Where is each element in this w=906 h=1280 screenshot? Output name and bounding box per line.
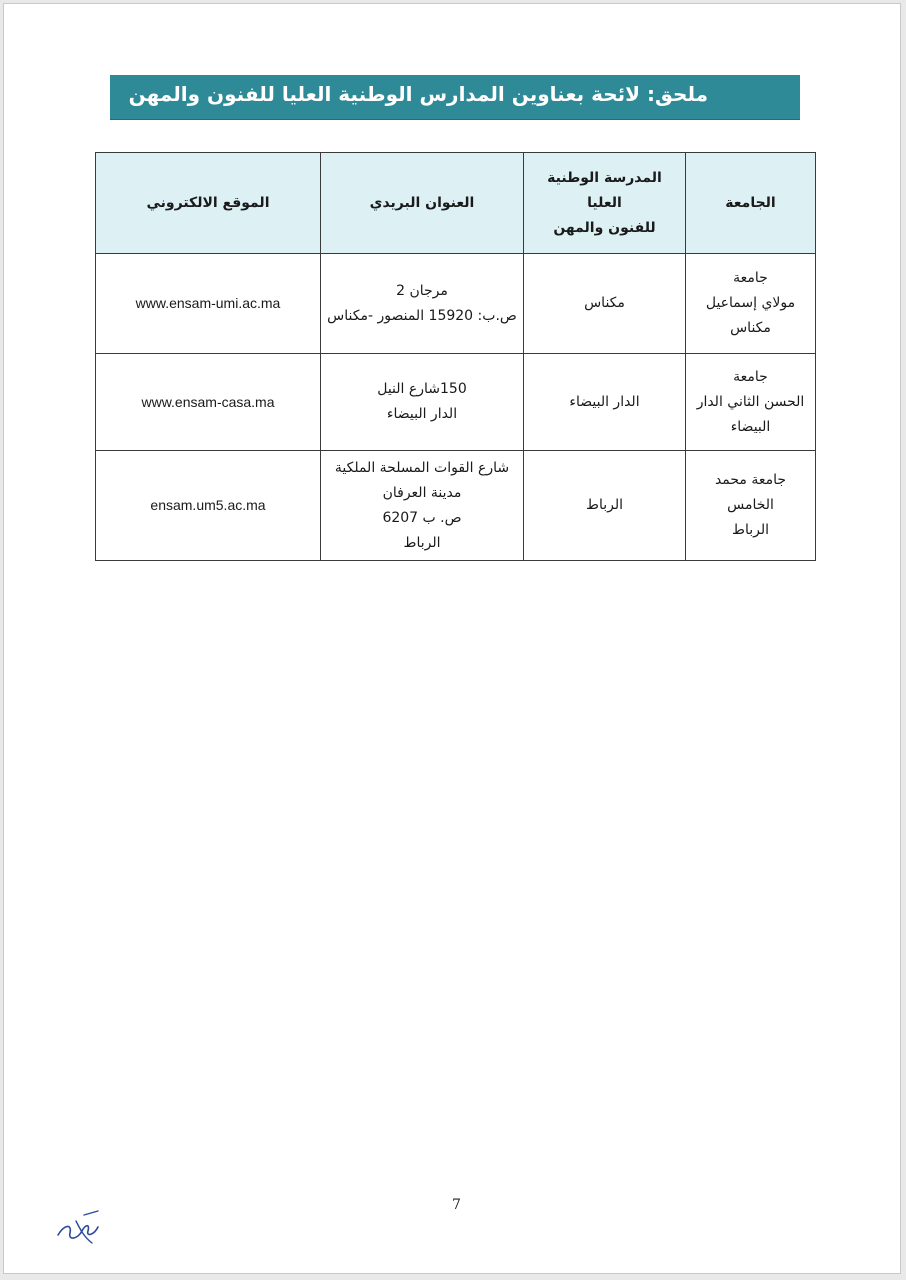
address-line: ص.ب: 15920 المنصور -مكناس bbox=[327, 307, 517, 324]
cell-school: الرباط bbox=[524, 451, 686, 561]
page-number: 7 bbox=[452, 1197, 461, 1213]
cell-university bbox=[686, 354, 816, 451]
university-line: جامعة bbox=[733, 368, 768, 385]
header-website: الموقع الالكتروني bbox=[96, 153, 321, 254]
cell-school: الدار البيضاء bbox=[524, 354, 686, 451]
university-line: الخامس bbox=[727, 497, 774, 513]
university-line: مولاي إسماعيل bbox=[705, 295, 796, 311]
university-line: الرباط bbox=[732, 522, 769, 538]
table-row bbox=[96, 451, 816, 561]
address-line: مرجان 2 bbox=[396, 282, 448, 299]
address-line: الدار البيضاء bbox=[386, 406, 458, 422]
address-line: مدينة العرفان bbox=[382, 484, 462, 501]
university-line: البيضاء bbox=[730, 418, 771, 435]
cell-address bbox=[321, 451, 524, 561]
table-row bbox=[96, 254, 816, 354]
cell-school: مكناس bbox=[524, 254, 686, 354]
header-school-line: للفنون والمهن bbox=[553, 219, 656, 236]
table-row bbox=[96, 354, 816, 451]
table-header-row bbox=[96, 153, 816, 254]
schools-address-table bbox=[95, 152, 816, 561]
address-line: الرباط bbox=[403, 534, 441, 551]
university-line: مكناس bbox=[730, 320, 771, 336]
address-line: ص. ب 6207 bbox=[382, 509, 462, 526]
handwritten-signature bbox=[54, 1207, 106, 1247]
university-line: جامعة bbox=[733, 270, 768, 286]
header-address: العنوان البريدي bbox=[321, 153, 524, 254]
cell-address bbox=[321, 254, 524, 354]
university-line: جامعة محمد bbox=[714, 472, 787, 488]
cell-university bbox=[686, 254, 816, 354]
cell-website: www.ensam-umi.ac.ma bbox=[96, 254, 321, 354]
document-title: ملحق: لائحة بعناوين المدارس الوطنية العليا للفنون والمهن bbox=[128, 82, 708, 106]
cell-university bbox=[686, 451, 816, 561]
cell-website: ensam.um5.ac.ma bbox=[96, 451, 321, 561]
university-line: الحسن الثاني الدار bbox=[696, 393, 805, 410]
cell-address bbox=[321, 354, 524, 451]
document-page bbox=[3, 3, 901, 1274]
header-school bbox=[524, 153, 686, 254]
address-line: 150شارع النيل bbox=[377, 381, 467, 397]
cell-website: www.ensam-casa.ma bbox=[96, 354, 321, 451]
address-line: شارع القوات المسلحة الملكية bbox=[334, 459, 510, 476]
header-university: الجامعة bbox=[686, 153, 816, 254]
header-school-line: المدرسة الوطنية العليا bbox=[547, 169, 662, 211]
title-banner bbox=[110, 75, 800, 119]
